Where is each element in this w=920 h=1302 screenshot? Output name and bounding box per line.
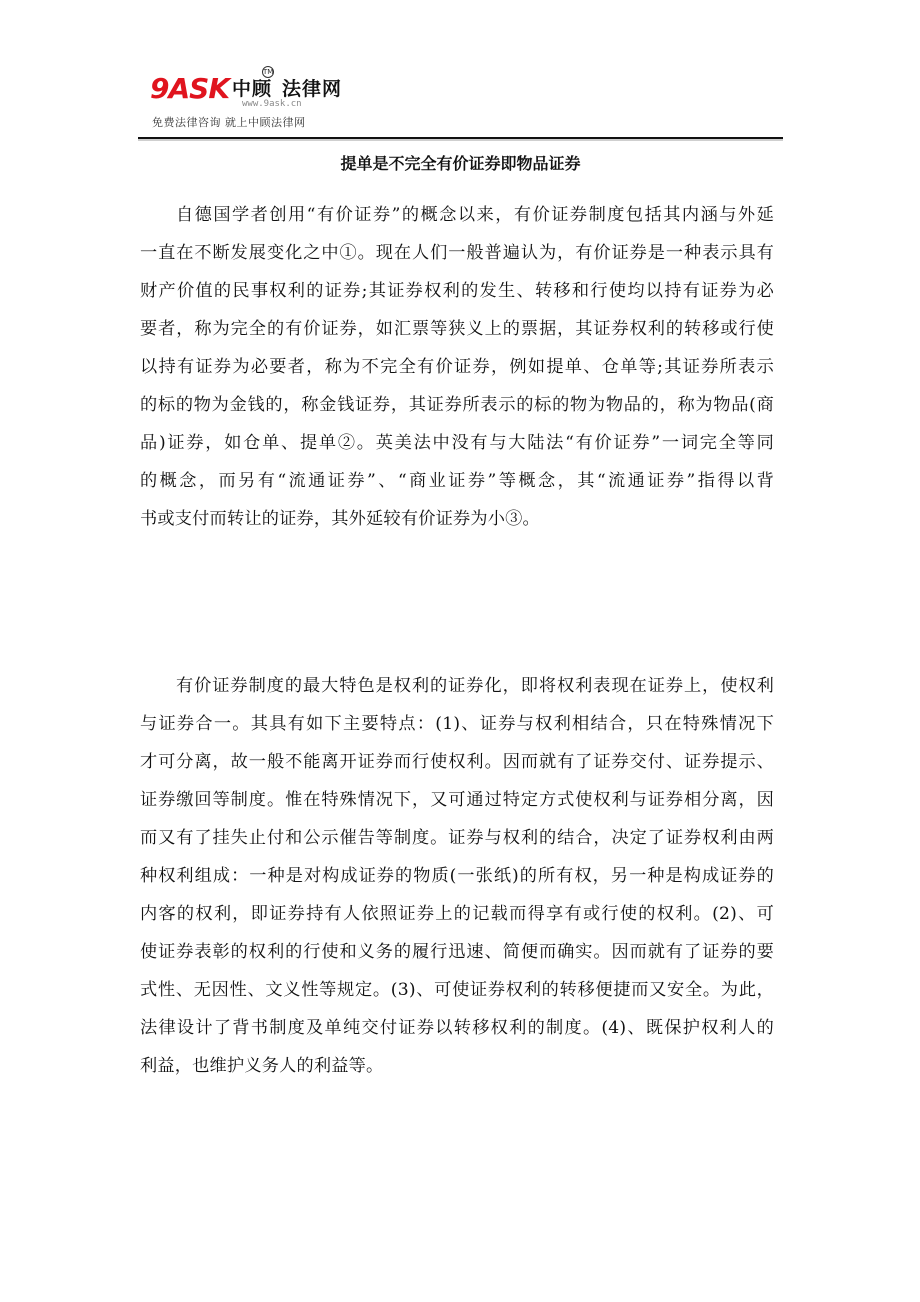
trademark-icon: TM [263, 68, 274, 76]
text-line: 以持有证券为必要者，称为不完全有价证券，例如提单、仓单等;其证券所表示 [140, 357, 774, 377]
text-line: 种权利组成：一种是对构成证券的物质(一张纸)的所有权，另一种是构成证券的 [140, 866, 774, 886]
site-logo[interactable] [150, 68, 350, 130]
paragraph-1 [140, 196, 774, 538]
logo-name-falvwang: 法律网 [282, 78, 343, 100]
text-line: 有价证券制度的最大特色是权利的证券化，即将权利表现在证券上，使权利 [176, 676, 774, 696]
text-line: 证券缴回等制度。惟在特殊情况下，又可通过特定方式使权利与证券相分离，因 [140, 790, 774, 810]
text-line: 使证券表彰的权利的行使和义务的履行迅速、简便而确实。因而就有了证券的要 [140, 942, 774, 962]
text-line: 品)证券，如仓单、提单②。英美法中没有与大陆法“有价证券”一词完全等同 [140, 433, 774, 453]
text-line: 法律设计了背书制度及单纯交付证券以转移权利的制度。(4)、既保护权利人的 [140, 1018, 774, 1038]
logo-url: www.9ask.cn [242, 99, 302, 109]
text-line: 书或支付而转让的证券，其外延较有价证券为小③。 [140, 509, 540, 529]
text-line: 财产价值的民事权利的证券;其证券权利的发生、转移和行使均以持有证券为必 [140, 281, 774, 301]
text-line: 利益，也维护义务人的利益等。 [140, 1056, 384, 1076]
text-line: 自德国学者创用“有价证券”的概念以来，有价证券制度包括其内涵与外延 [176, 205, 774, 225]
text-line: 内客的权利，即证券持有人依照证券上的记载而得享有或行使的权利。(2)、可 [140, 904, 774, 924]
paragraph-2 [140, 667, 774, 1085]
text-line: 一直在不断发展变化之中①。现在人们一般普遍认为，有价证券是一种表示具有 [140, 243, 774, 263]
text-line: 要者，称为完全的有价证券，如汇票等狭义上的票据，其证券权利的转移或行使 [140, 319, 774, 339]
text-line: 而又有了挂失止付和公示催告等制度。证券与权利的结合，决定了证券权利由两 [140, 828, 774, 848]
logo-brand-9ask: 9ASK [150, 72, 230, 105]
text-line: 与证券合一。其具有如下主要特点：(1)、证券与权利相结合，只在特殊情况下 [140, 714, 774, 734]
text-line: 的概念，而另有“流通证券”、“商业证券”等概念，其“流通证券”指得以背 [140, 471, 774, 491]
logo-name-zhonggu: 中顾 [232, 78, 273, 100]
text-line: 才可分离，故一般不能离开证券而行使权利。因而就有了证券交付、证券提示、 [140, 752, 774, 772]
header-divider [138, 137, 783, 139]
logo-slogan: 免费法律咨询 就上中顾法律网 [152, 116, 306, 129]
text-line: 的标的物为金钱的，称金钱证券，其证券所表示的标的物为物品的，称为物品(商 [140, 395, 774, 415]
document-title: 提单是不完全有价证券即物品证券 [340, 154, 581, 173]
text-line: 式性、无因性、文义性等规定。(3)、可使证券权利的转移便捷而又安全。为此， [140, 980, 774, 1000]
